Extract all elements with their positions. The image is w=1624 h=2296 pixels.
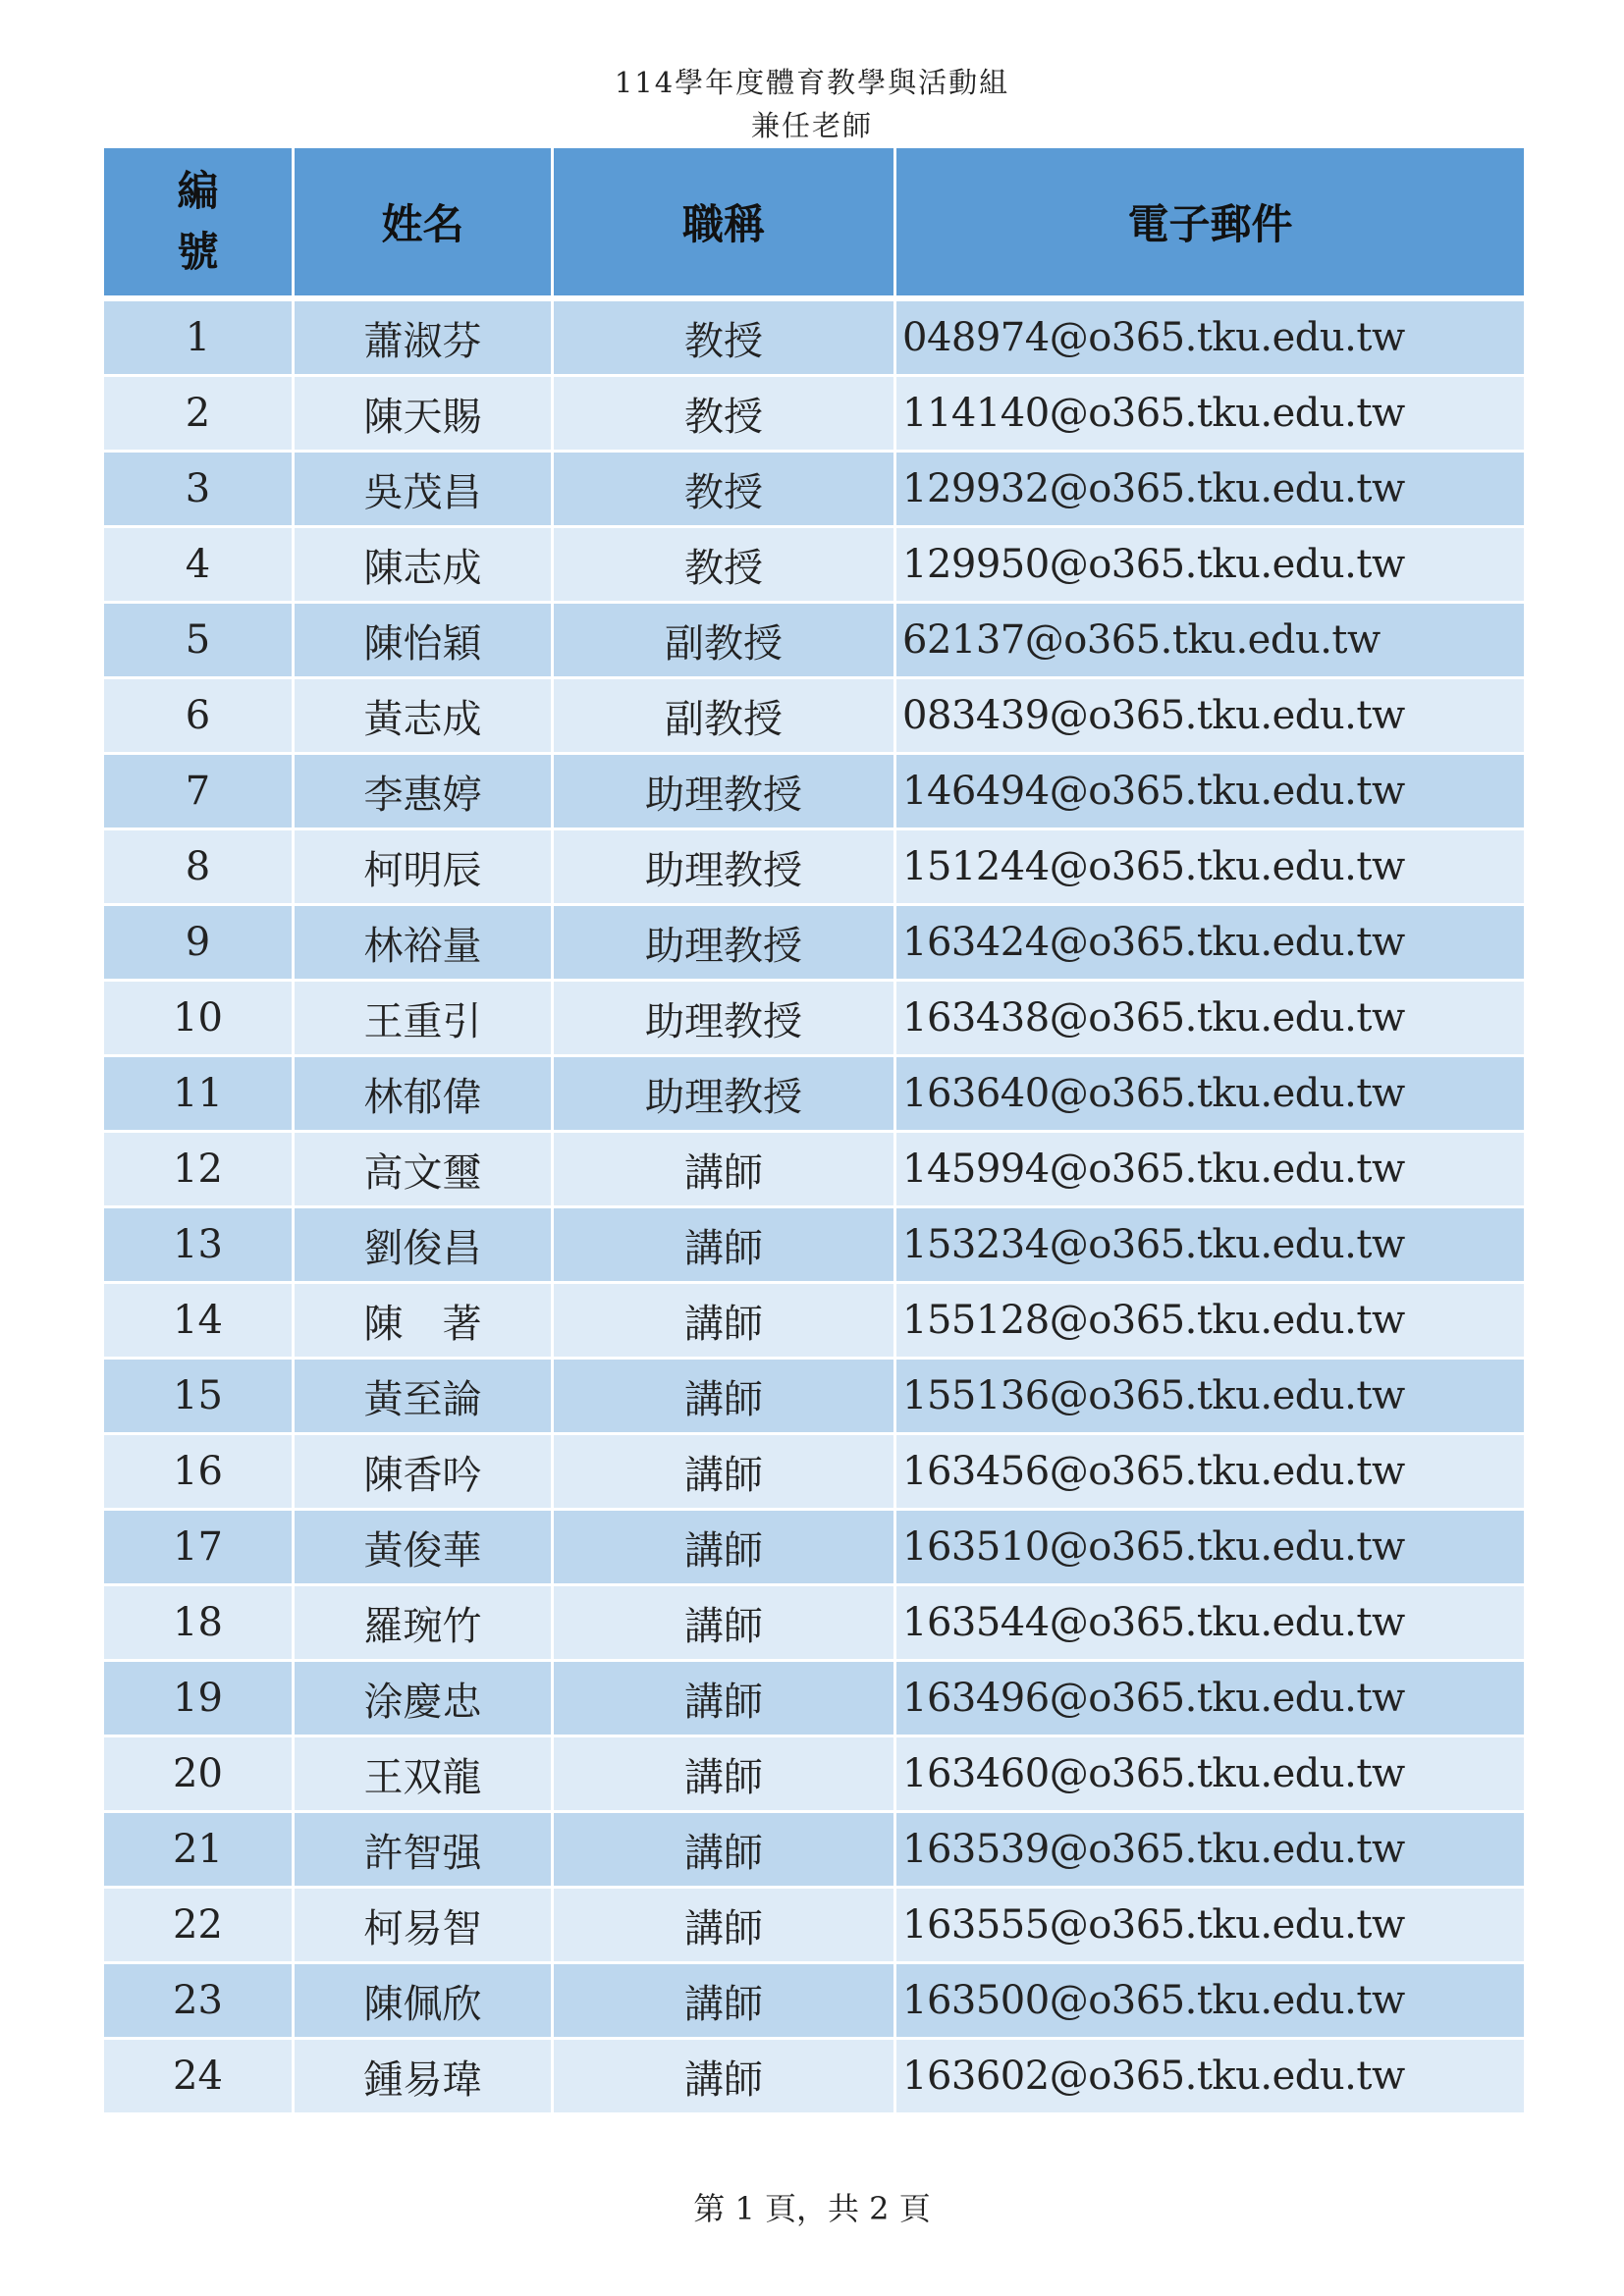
- cell-title: 講師: [554, 2040, 896, 2115]
- cell-number: 4: [104, 528, 295, 604]
- cell-number: 12: [104, 1133, 295, 1208]
- cell-title: 教授: [554, 453, 896, 528]
- cell-number: 3: [104, 453, 295, 528]
- table-body: [104, 301, 1524, 2115]
- cell-email: 163555@o365.tku.edu.tw: [896, 1889, 1524, 1964]
- cell-name: 王重引: [295, 982, 554, 1057]
- table-row: [104, 1511, 1524, 1586]
- cell-name: 林裕量: [295, 906, 554, 982]
- table-row: [104, 301, 1524, 377]
- cell-name: 林郁偉: [295, 1057, 554, 1133]
- table-row: [104, 1813, 1524, 1889]
- table-row: [104, 982, 1524, 1057]
- cell-number: 7: [104, 755, 295, 830]
- cell-name: 柯易智: [295, 1889, 554, 1964]
- cell-email: 163640@o365.tku.edu.tw: [896, 1057, 1524, 1133]
- table-row: [104, 1662, 1524, 1737]
- cell-title: 助理教授: [554, 830, 896, 906]
- cell-title: 教授: [554, 377, 896, 453]
- header-number-char-2: 號: [177, 228, 219, 276]
- cell-number: 5: [104, 604, 295, 679]
- cell-name: 黃志成: [295, 679, 554, 755]
- cell-name: 陳 著: [295, 1284, 554, 1360]
- document-subtitle: 兼任老師: [750, 109, 873, 142]
- cell-number: 17: [104, 1511, 295, 1586]
- header-number: [104, 148, 295, 301]
- cell-title: 講師: [554, 1133, 896, 1208]
- header-email: 電子郵件: [896, 148, 1524, 301]
- table-row: [104, 1889, 1524, 1964]
- cell-email: 145994@o365.tku.edu.tw: [896, 1133, 1524, 1208]
- cell-email: 163438@o365.tku.edu.tw: [896, 982, 1524, 1057]
- cell-name: 黃俊華: [295, 1511, 554, 1586]
- cell-number: 21: [104, 1813, 295, 1889]
- cell-number: 10: [104, 982, 295, 1057]
- cell-number: 23: [104, 1964, 295, 2040]
- cell-title: 教授: [554, 528, 896, 604]
- cell-email: 146494@o365.tku.edu.tw: [896, 755, 1524, 830]
- table-row: [104, 377, 1524, 453]
- cell-title: 講師: [554, 1511, 896, 1586]
- table-row: [104, 1057, 1524, 1133]
- table-row: [104, 453, 1524, 528]
- header-row: [104, 148, 1524, 301]
- faculty-table: [104, 148, 1524, 2115]
- cell-email: 151244@o365.tku.edu.tw: [896, 830, 1524, 906]
- cell-name: 李惠婷: [295, 755, 554, 830]
- cell-title: 副教授: [554, 604, 896, 679]
- table-row: [104, 1435, 1524, 1511]
- cell-number: 2: [104, 377, 295, 453]
- cell-name: 鍾易瑋: [295, 2040, 554, 2115]
- document-title: 114學年度體育教學與活動組: [614, 66, 1010, 99]
- cell-title: 講師: [554, 1208, 896, 1284]
- cell-email: 163496@o365.tku.edu.tw: [896, 1662, 1524, 1737]
- cell-name: 陳志成: [295, 528, 554, 604]
- cell-number: 14: [104, 1284, 295, 1360]
- cell-number: 6: [104, 679, 295, 755]
- cell-title: 教授: [554, 301, 896, 377]
- cell-number: 8: [104, 830, 295, 906]
- table-row: [104, 604, 1524, 679]
- cell-name: 陳怡穎: [295, 604, 554, 679]
- cell-title: 講師: [554, 1737, 896, 1813]
- cell-email: 163500@o365.tku.edu.tw: [896, 1964, 1524, 2040]
- cell-title: 助理教授: [554, 906, 896, 982]
- page-number-footer: 第 1 頁，共 2 頁: [693, 2190, 931, 2227]
- header-title: 職稱: [554, 148, 896, 301]
- cell-title: 講師: [554, 1662, 896, 1737]
- table-row: [104, 1133, 1524, 1208]
- cell-number: 16: [104, 1435, 295, 1511]
- cell-email: 163456@o365.tku.edu.tw: [896, 1435, 1524, 1511]
- cell-name: 涂慶忠: [295, 1662, 554, 1737]
- cell-number: 20: [104, 1737, 295, 1813]
- table-row: [104, 1586, 1524, 1662]
- cell-email: 163602@o365.tku.edu.tw: [896, 2040, 1524, 2115]
- cell-name: 劉俊昌: [295, 1208, 554, 1284]
- table-row: [104, 1284, 1524, 1360]
- cell-number: 13: [104, 1208, 295, 1284]
- table-row: [104, 830, 1524, 906]
- cell-number: 19: [104, 1662, 295, 1737]
- cell-email: 048974@o365.tku.edu.tw: [896, 301, 1524, 377]
- cell-name: 柯明辰: [295, 830, 554, 906]
- cell-email: 155128@o365.tku.edu.tw: [896, 1284, 1524, 1360]
- cell-title: 講師: [554, 1284, 896, 1360]
- cell-email: 153234@o365.tku.edu.tw: [896, 1208, 1524, 1284]
- cell-email: 083439@o365.tku.edu.tw: [896, 679, 1524, 755]
- cell-title: 助理教授: [554, 755, 896, 830]
- cell-name: 吳茂昌: [295, 453, 554, 528]
- table-row: [104, 1737, 1524, 1813]
- cell-email: 163510@o365.tku.edu.tw: [896, 1511, 1524, 1586]
- cell-title: 助理教授: [554, 982, 896, 1057]
- cell-name: 陳佩欣: [295, 1964, 554, 2040]
- header-name: 姓名: [295, 148, 554, 301]
- cell-email: 129950@o365.tku.edu.tw: [896, 528, 1524, 604]
- cell-name: 高文璽: [295, 1133, 554, 1208]
- cell-title: 講師: [554, 1964, 896, 2040]
- cell-number: 22: [104, 1889, 295, 1964]
- cell-title: 講師: [554, 1360, 896, 1435]
- cell-title: 助理教授: [554, 1057, 896, 1133]
- cell-name: 陳香吟: [295, 1435, 554, 1511]
- cell-email: 163544@o365.tku.edu.tw: [896, 1586, 1524, 1662]
- cell-name: 蕭淑芬: [295, 301, 554, 377]
- header-number-char-1: 編: [177, 167, 219, 215]
- cell-email: 114140@o365.tku.edu.tw: [896, 377, 1524, 453]
- table-row: [104, 679, 1524, 755]
- cell-number: 24: [104, 2040, 295, 2115]
- cell-email: 62137@o365.tku.edu.tw: [896, 604, 1524, 679]
- cell-title: 講師: [554, 1435, 896, 1511]
- table-row: [104, 1360, 1524, 1435]
- cell-name: 黃至論: [295, 1360, 554, 1435]
- cell-title: 講師: [554, 1889, 896, 1964]
- cell-number: 1: [104, 301, 295, 377]
- document-title-block: [0, 61, 1624, 147]
- cell-email: 163424@o365.tku.edu.tw: [896, 906, 1524, 982]
- cell-name: 王双龍: [295, 1737, 554, 1813]
- cell-number: 11: [104, 1057, 295, 1133]
- cell-name: 陳天賜: [295, 377, 554, 453]
- cell-email: 129932@o365.tku.edu.tw: [896, 453, 1524, 528]
- cell-number: 18: [104, 1586, 295, 1662]
- table-row: [104, 755, 1524, 830]
- table-row: [104, 528, 1524, 604]
- table-header: [104, 148, 1524, 301]
- cell-number: 15: [104, 1360, 295, 1435]
- cell-email: 163539@o365.tku.edu.tw: [896, 1813, 1524, 1889]
- cell-number: 9: [104, 906, 295, 982]
- cell-name: 羅琬竹: [295, 1586, 554, 1662]
- cell-email: 163460@o365.tku.edu.tw: [896, 1737, 1524, 1813]
- cell-name: 許智强: [295, 1813, 554, 1889]
- table-row: [104, 1208, 1524, 1284]
- table-row: [104, 2040, 1524, 2115]
- cell-title: 講師: [554, 1813, 896, 1889]
- cell-title: 講師: [554, 1586, 896, 1662]
- table-row: [104, 906, 1524, 982]
- cell-title: 副教授: [554, 679, 896, 755]
- table-row: [104, 1964, 1524, 2040]
- cell-email: 155136@o365.tku.edu.tw: [896, 1360, 1524, 1435]
